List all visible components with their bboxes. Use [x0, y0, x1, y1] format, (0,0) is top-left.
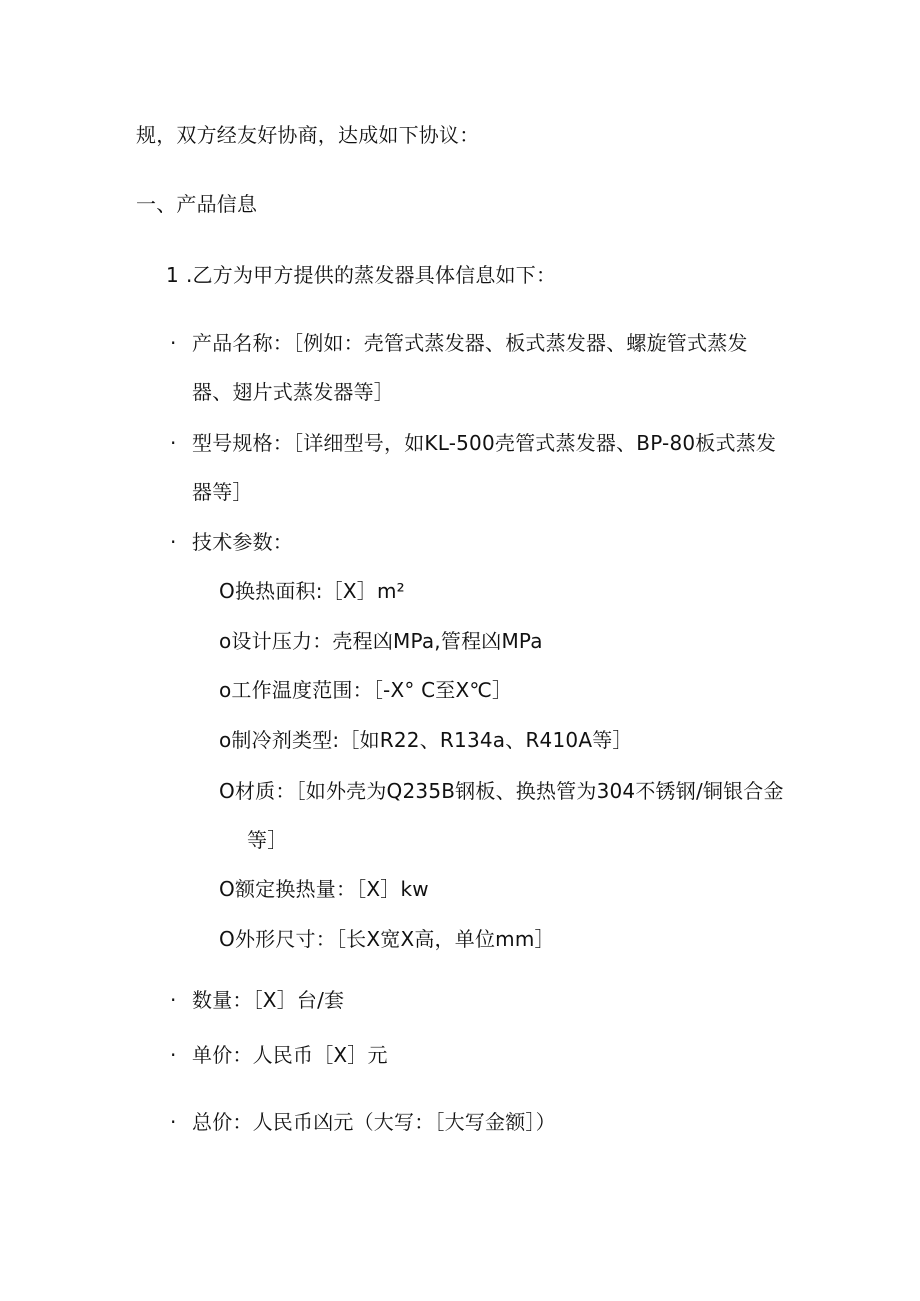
bullet-tech-params: · [170, 530, 177, 554]
param-temp-range: o工作温度范围：［-X° C至X℃］ [219, 678, 513, 702]
bullet-product-name: · [170, 331, 177, 355]
param-refrigerant: o制冷剂类型:［如R22、R134a、R410A等］ [219, 728, 633, 752]
clause-text: .乙方为甲方提供的蒸发器具体信息如下： [186, 263, 557, 287]
param-rated-capacity: O额定换热量：［X］kw [219, 877, 429, 901]
product-name-line2: 器、翅片式蒸发器等］ [192, 380, 394, 404]
param-material-line2: 等］ [247, 828, 288, 852]
param-dimensions: O外形尺寸：［长X宽X高，单位mm］ [219, 927, 555, 951]
model-line1: 型号规格：［详细型号，如KL-500壳管式蒸发器、BP-80板式蒸发 [192, 431, 777, 455]
model-line2: 器等］ [192, 480, 253, 504]
unit-price-text: 单价：人民币［X］元 [192, 1043, 388, 1067]
bullet-total-price: · [170, 1110, 177, 1134]
total-price-text: 总价：人民币凶元（大写：［大写金额］） [192, 1110, 556, 1134]
clause-number: 1 [166, 263, 179, 287]
param-heat-area: O换热面积:［X］m² [219, 579, 405, 603]
intro-text: 规，双方经友好协商，达成如下协议： [136, 123, 480, 147]
product-name-line1: 产品名称：［例如：壳管式蒸发器、板式蒸发器、螺旋管式蒸发 [192, 331, 748, 355]
quantity-text: 数量：［X］台/套 [192, 988, 345, 1012]
tech-params-label: 技术参数： [192, 530, 293, 554]
bullet-unit-price: · [170, 1043, 177, 1067]
param-design-pressure: o设计压力：壳程凶MPa,管程凶MPa [219, 629, 543, 653]
bullet-model: · [170, 431, 177, 455]
param-material-line1: O材质：［如外壳为Q235B钢板、换热管为304不锈钢/铜银合金 [219, 779, 784, 803]
section-heading: 一、产品信息 [136, 192, 258, 216]
bullet-quantity: · [170, 988, 177, 1012]
